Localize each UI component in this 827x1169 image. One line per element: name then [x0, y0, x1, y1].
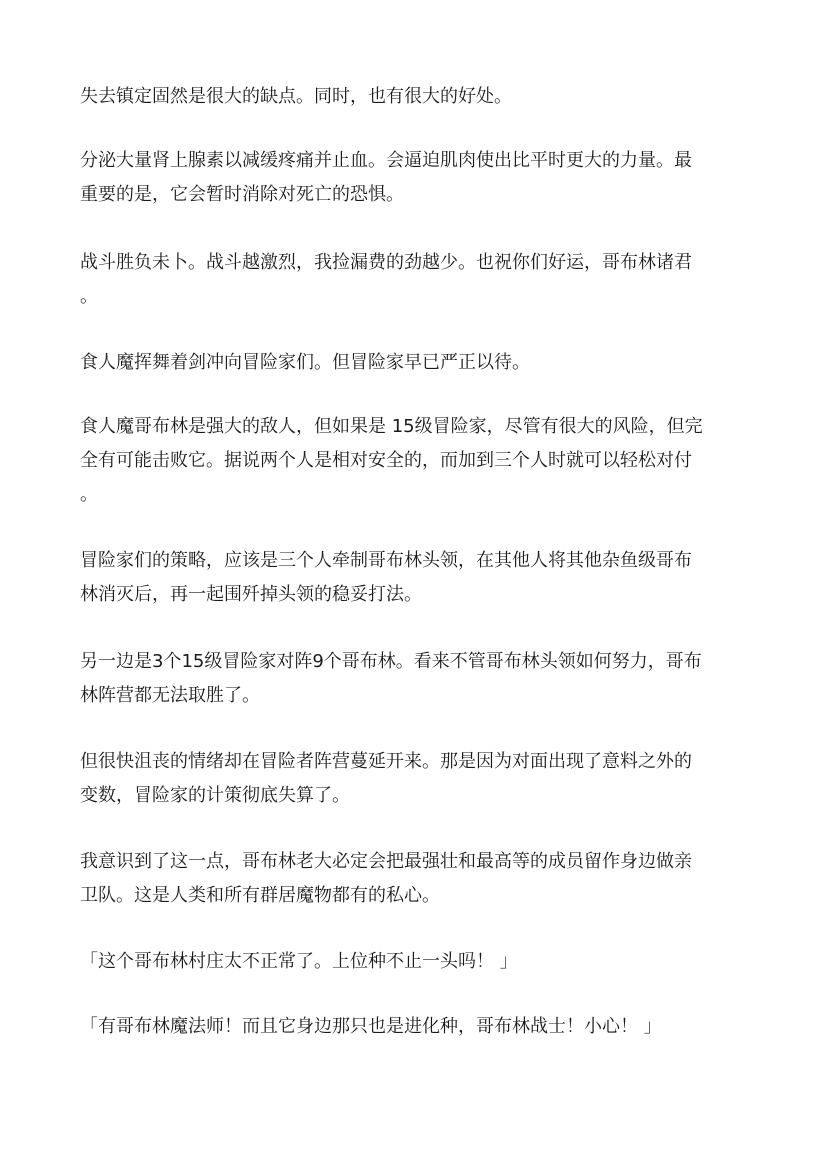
text-line: 变数，冒险家的计策彻底失算了。: [80, 785, 350, 806]
paragraph-3: [80, 246, 742, 314]
text-line: 「这个哥布林村庄太不正常了。上位种不止一头吗！ 」: [80, 951, 518, 972]
text-line: 冒险家们的策略，应该是三个人牵制哥布林头领，在其他人将其他杂鱼级哥布: [80, 550, 692, 571]
text-line: 另一边是3个15级冒险家对阵9个哥布林。看来不管哥布林头领如何努力，哥布: [80, 651, 702, 672]
text-line: 重要的是，它会暂时消除对死亡的恐惧。: [80, 184, 404, 205]
paragraph-9: [80, 845, 742, 913]
text-line: 。: [80, 484, 98, 505]
paragraph-6: [80, 544, 742, 612]
text-line: 但很快沮丧的情绪却在冒险者阵营蔓延开来。那是因为对面出现了意料之外的: [80, 751, 692, 772]
paragraph-1: [80, 80, 742, 114]
text-line: 我意识到了这一点，哥布林老大必定会把最强壮和最高等的成员留作身边做亲: [80, 851, 692, 872]
paragraph-2: [80, 144, 742, 212]
paragraph-4: [80, 346, 742, 380]
paragraph-7: [80, 645, 742, 713]
text-line: 林阵营都无法取胜了。: [80, 685, 260, 706]
text-line: 「有哥布林魔法师！而且它身边那只也是进化种，哥布林战士！小心！ 」: [80, 1016, 662, 1037]
text-line: 卫队。这是人类和所有群居魔物都有的私心。: [80, 885, 440, 906]
paragraph-8: [80, 745, 742, 813]
paragraph-10: [80, 945, 742, 979]
paragraph-5: [80, 410, 742, 512]
text-line: 食人魔挥舞着剑冲向冒险家们。但冒险家早已严正以待。: [80, 352, 530, 373]
text-line: 。: [80, 286, 98, 307]
text-line: 林消灭后，再一起围歼掉头领的稳妥打法。: [80, 584, 422, 605]
text-line: 分泌大量肾上腺素以减缓疼痛并止血。会逼迫肌肉使出比平时更大的力量。最: [80, 150, 692, 171]
text-line: 失去镇定固然是很大的缺点。同时，也有很大的好处。: [80, 86, 512, 107]
paragraph-11: [80, 1010, 742, 1044]
text-line: 战斗胜负未卜。战斗越激烈，我捡漏费的劲越少。也祝你们好运，哥布林诸君: [80, 252, 692, 273]
text-line: 食人魔哥布林是强大的敌人，但如果是 15级冒险家，尽管有很大的风险，但完: [80, 416, 703, 437]
text-line: 全有可能击败它。据说两个人是相对安全的，而加到三个人时就可以轻松对付: [80, 450, 692, 471]
